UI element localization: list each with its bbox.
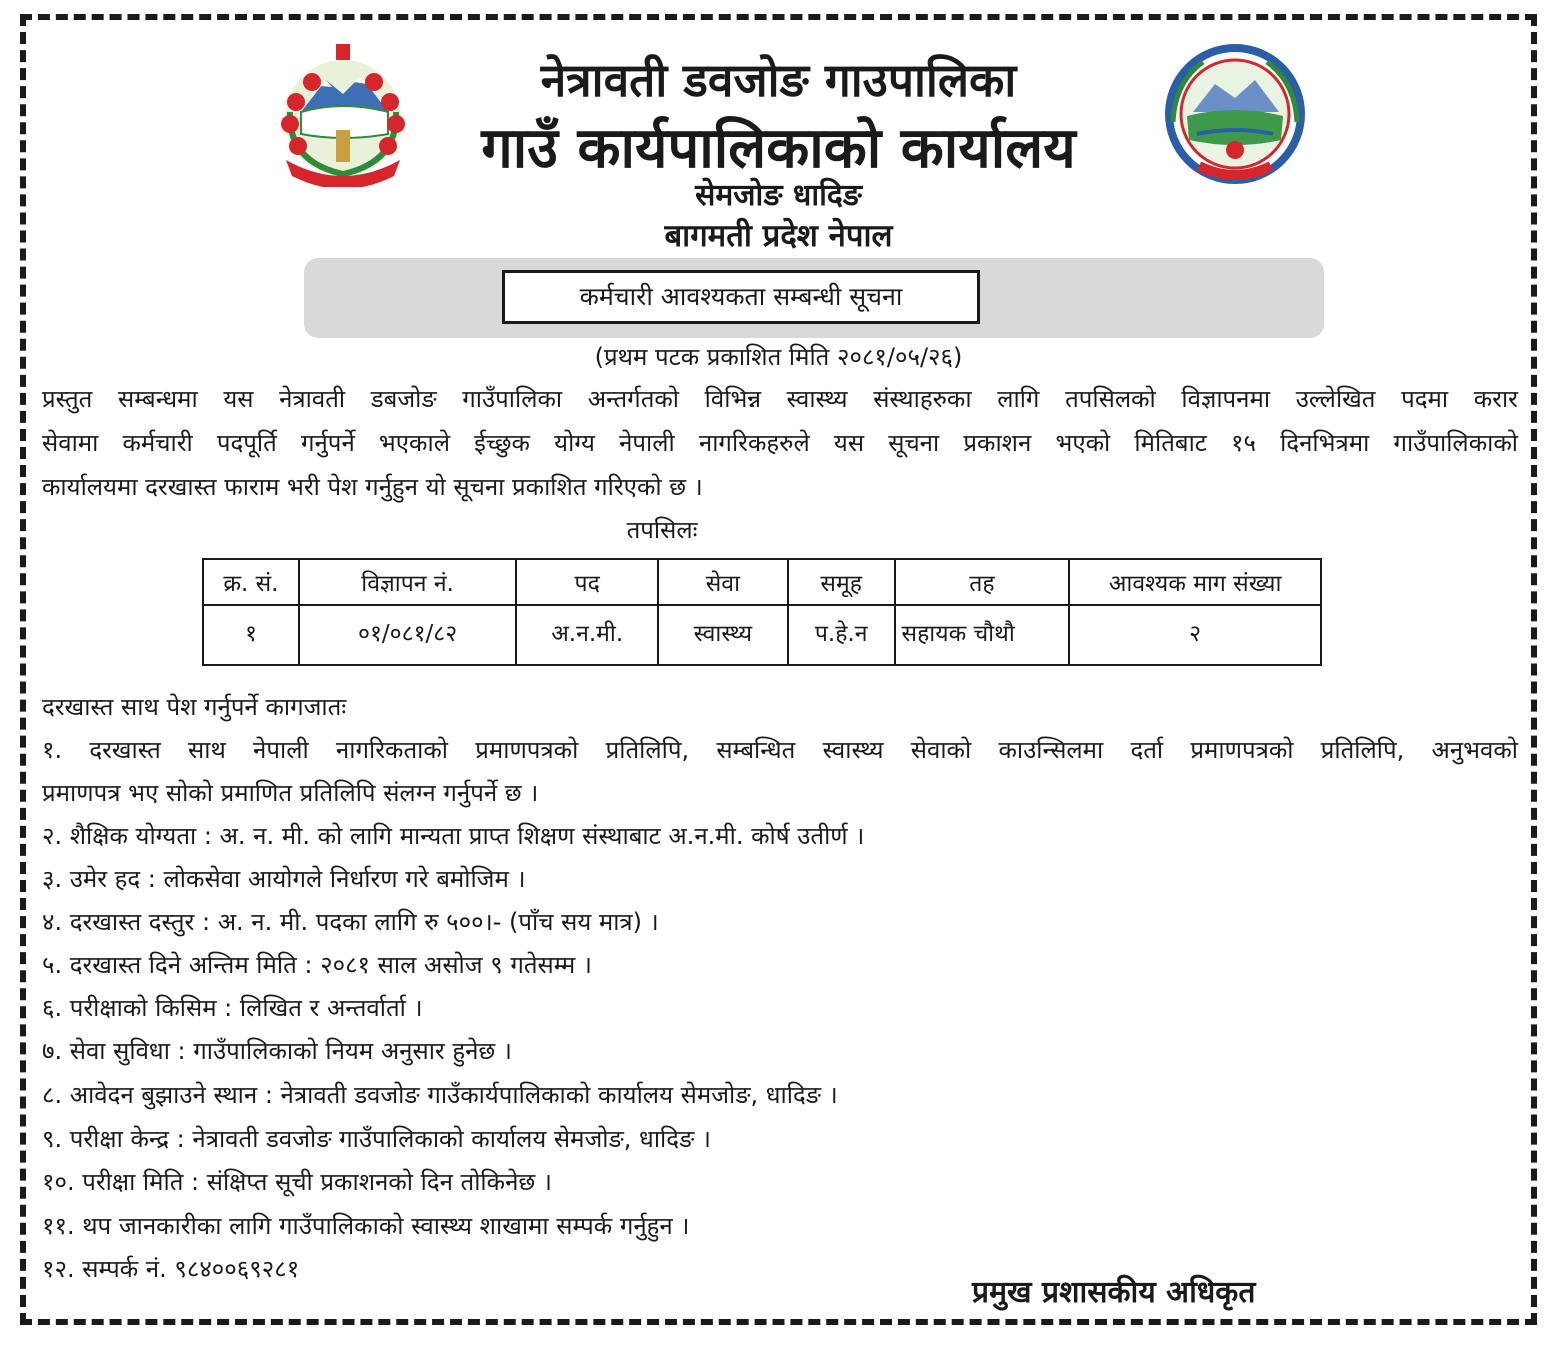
document-item-4: ४. दरखास्त दस्तुर : अ. न. मी. पदका लागि रु ५००।- (पाँच सय मात्र) । xyxy=(42,908,659,936)
table-header-row xyxy=(203,559,1321,605)
document-item-7: ७. सेवा सुविधा : गाउँपालिकाको नियम अनुसार हुनेछ । xyxy=(42,1037,512,1065)
table-cell-serial: १ xyxy=(203,605,299,665)
document-item-2: २. शैक्षिक योग्यता : अ. न. मी. को लागि मान्यता प्राप्त शिक्षण संस्थाबाट अ.न.मी. कोर्ष उतीर्ण । xyxy=(42,822,865,850)
province-name: बागमती प्रदेश नेपाल xyxy=(664,218,893,254)
intro-line-2: सेवामा कर्मचारी पदपूर्ति गर्नुपर्ने भएकाले ईच्छुक योग्य नेपाली नागरिकहरुले यस सूचना प्रकाशन भएको मितिबाट १५ दिनभित्रमा गाउँपालिकाको xyxy=(42,429,1518,457)
intro-line-1: प्रस्तुत सम्बन्धमा यस नेत्रावती डबजोङ गाउँपालिका अन्तर्गतको विभिन्न स्वास्थ्य संस्थाहरुका लागि तपसिलको विज्ञापनमा उल्लेखित पदमा करार xyxy=(42,385,1518,413)
table-header-post: पद xyxy=(516,559,658,605)
document-item-6: ६. परीक्षाको किसिम : लिखित र अन्तर्वार्ता । xyxy=(42,994,423,1022)
table-header-service: सेवा xyxy=(658,559,788,605)
table-cell-required-count: २ xyxy=(1069,605,1321,665)
documents-heading: दरखास्त साथ पेश गर्नुपर्ने कागजातः xyxy=(42,693,347,721)
table-cell-ad-number: ०१/०८१/८२ xyxy=(299,605,516,665)
table-header-serial: क्र. सं. xyxy=(203,559,299,605)
signature-title: प्रमुख प्रशासकीय अधिकृत xyxy=(972,1275,1256,1310)
publication-date: (प्रथम पटक प्रकाशित मिति २०८१/०५/२६) xyxy=(594,343,963,371)
document-item-8: ८. आवेदन बुझाउने स्थान : नेत्रावती डवजोङ गाउँकार्यपालिकाको कार्यालय सेमजोङ, धादिङ । xyxy=(42,1081,838,1109)
vacancy-table xyxy=(202,558,1322,666)
table-header-level: तह xyxy=(895,559,1070,605)
document-item-10: १०. परीक्षा मिति : संक्षिप्त सूची प्रकाशनको दिन तोकिनेछ । xyxy=(42,1168,552,1196)
table-cell-group: प.हे.न xyxy=(788,605,895,665)
notice-title: कर्मचारी आवश्यकता सम्बन्धी सूचना xyxy=(502,270,980,324)
document-item-1-line-2: प्रमाणपत्र भए सोको प्रमाणित प्रतिलिपि संलग्न गर्नुपर्ने छ । xyxy=(42,779,539,807)
table-cell-post: अ.न.मी. xyxy=(516,605,658,665)
tapasil-heading: तपसिलः xyxy=(626,516,698,544)
document-item-11: ११. थप जानकारीका लागि गाउँपालिकाको स्वास्थ्य शाखामा सम्पर्क गर्नुहुन । xyxy=(42,1212,690,1240)
table-header-ad-number: विज्ञापन नं. xyxy=(299,559,516,605)
office-name: गाउँ कार्यपालिकाको कार्यालय xyxy=(481,116,1076,181)
table-header-required-count: आवश्यक माग संख्या xyxy=(1069,559,1321,605)
office-location: सेमजोङ धादिङ xyxy=(695,178,862,213)
contact-number: १२. सम्पर्क नं. ९८४००६९२८१ xyxy=(42,1255,300,1283)
document-item-9: ९. परीक्षा केन्द्र : नेत्रावती डवजोङ गाउँपालिकाको कार्यालय सेमजोङ, धादिङ । xyxy=(42,1125,712,1153)
document-item-3: ३. उमेर हद : लोकसेवा आयोगले निर्धारण गरे बमोजिम । xyxy=(42,865,526,893)
table-row xyxy=(203,605,1321,665)
municipality-name: नेत्रावती डवजोङ गाउपालिका xyxy=(540,53,1017,107)
table-cell-level: सहायक चौथौ xyxy=(895,605,1070,665)
document-item-5: ५. दरखास्त दिने अन्तिम मिति : २०८१ साल असोज ९ गतेसम्म । xyxy=(42,951,592,979)
table-cell-service: स्वास्थ्य xyxy=(658,605,788,665)
table-header-group: समूह xyxy=(788,559,895,605)
document-item-1-line-1: १. दरखास्त साथ नेपाली नागरिकताको प्रमाणपत्रको प्रतिलिपि, सम्बन्धित स्वास्थ्य सेवाको काउन्सिलमा दर्ता प्रमाणपत्रको प्रतिलिपि, अनुभवको xyxy=(42,736,1518,764)
intro-line-3: कार्यालयमा दरखास्त फाराम भरी पेश गर्नुहुन यो सूचना प्रकाशित गरिएको छ । xyxy=(42,473,703,501)
